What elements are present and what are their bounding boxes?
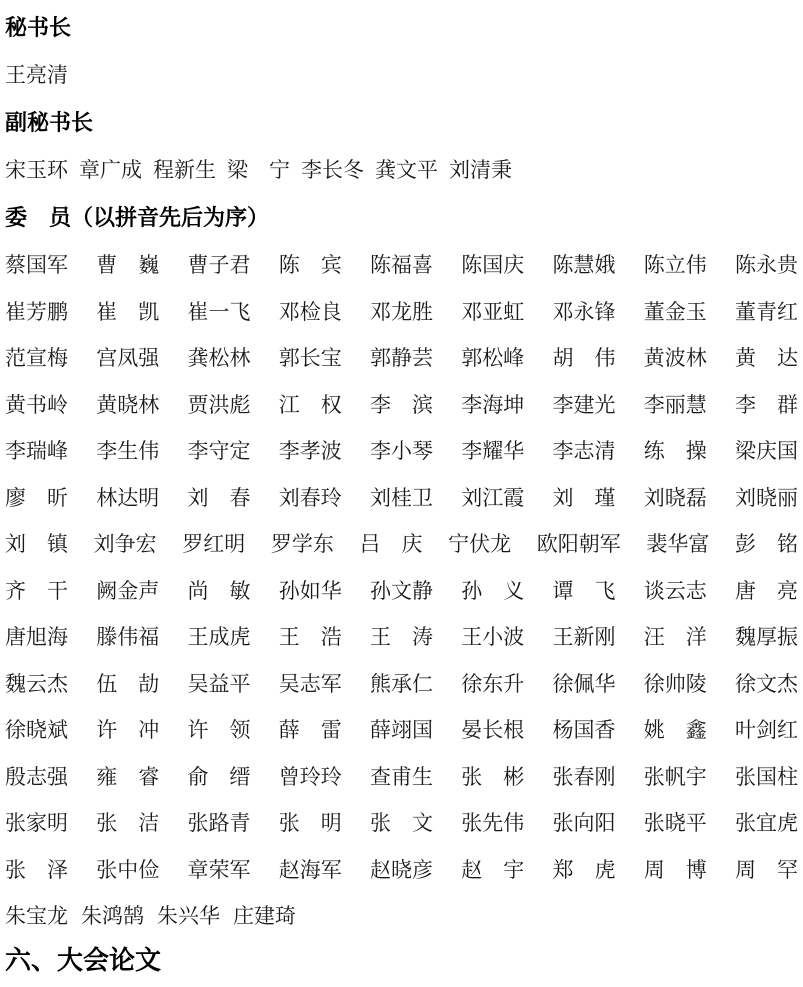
member-name: 汪 洋	[643, 625, 707, 649]
member-name: 宁伏龙	[448, 532, 512, 556]
heading-deputy-secretary-general: 副秘书长	[5, 110, 94, 135]
member-row	[5, 301, 798, 323]
member-name: 廖 昕	[5, 485, 68, 510]
member-name: 梁庆国	[735, 439, 798, 463]
member-name: 黄 达	[735, 346, 798, 370]
member-name: 罗学东	[270, 532, 334, 556]
member-name: 魏云杰	[5, 671, 68, 696]
member-name: 龚松林	[187, 346, 251, 370]
member-name: 王 涛	[370, 625, 433, 649]
member-name: 刘晓丽	[735, 485, 798, 510]
member-name: 伍 劼	[96, 671, 160, 696]
member-name: 刘江霞	[461, 485, 525, 510]
deputy-names-line	[5, 159, 798, 181]
member-name: 刘桂卫	[370, 485, 433, 510]
member-name: 邓永锋	[552, 299, 616, 324]
member-name: 薛 雷	[278, 718, 342, 742]
member-name: 熊承仁	[370, 671, 433, 696]
member-name: 徐文杰	[735, 671, 798, 696]
member-name: 崔 凯	[96, 299, 160, 324]
deputy-name: 程新生	[153, 158, 216, 182]
member-row	[5, 580, 798, 602]
member-name: 邓龙胜	[370, 299, 433, 324]
committee-member-list	[5, 254, 798, 927]
member-row	[5, 626, 798, 648]
member-name: 李小琴	[370, 439, 433, 463]
secretary-name: 王亮清	[5, 63, 68, 87]
deputy-name: 刘清秉	[449, 158, 512, 182]
member-name: 李海坤	[461, 392, 525, 417]
member-name: 徐东升	[461, 671, 525, 696]
member-row	[5, 766, 798, 788]
member-name: 李 滨	[370, 392, 433, 417]
member-row	[5, 533, 798, 555]
member-name: 张春刚	[552, 764, 616, 789]
member-name: 郭静芸	[370, 346, 433, 370]
member-name: 张 泽	[5, 857, 68, 882]
member-name: 张 彬	[461, 764, 525, 789]
member-name: 邓检良	[278, 299, 342, 324]
member-name: 孙如华	[278, 578, 342, 603]
member-name: 练 操	[643, 439, 707, 463]
member-name: 张宜虎	[735, 811, 798, 835]
member-name: 贾洪彪	[187, 392, 251, 417]
member-name: 孙文静	[370, 578, 433, 603]
member-name: 谭 飞	[552, 578, 616, 603]
member-name: 曹子君	[187, 253, 251, 277]
member-name: 周 博	[643, 857, 707, 882]
member-name: 陈立伟	[643, 253, 707, 277]
member-name: 张家明	[5, 811, 68, 835]
member-name: 杨国香	[552, 718, 616, 742]
member-name: 王小波	[461, 625, 525, 649]
member-row	[5, 440, 798, 462]
member-name: 孙 义	[461, 578, 525, 603]
member-row	[5, 812, 798, 834]
member-name: 陈慧娥	[552, 253, 616, 277]
deputy-name: 龚文平	[375, 158, 438, 182]
member-name: 董青红	[735, 299, 798, 324]
member-name: 张中俭	[96, 857, 160, 882]
member-name: 徐晓斌	[5, 718, 68, 742]
member-name: 唐 亮	[735, 578, 798, 603]
member-name: 曹 巍	[96, 253, 160, 277]
member-name: 张先伟	[461, 811, 525, 835]
heading-committee-members: 委 员（以拼音先后为序）	[5, 205, 270, 230]
member-name: 姚 鑫	[643, 718, 707, 742]
member-name: 李建光	[552, 392, 616, 417]
deputy-name: 李长冬	[301, 158, 364, 182]
member-name: 范宣梅	[5, 346, 68, 370]
member-name: 崔一飞	[187, 299, 251, 324]
member-name: 叶剑红	[735, 718, 798, 742]
member-name: 李瑞峰	[5, 439, 68, 463]
member-name: 彭 铭	[735, 532, 798, 556]
member-name: 张向阳	[552, 811, 616, 835]
member-name: 滕伟福	[96, 625, 160, 649]
member-row	[5, 719, 798, 741]
member-name: 张晓平	[643, 811, 707, 835]
member-name: 刘春玲	[278, 485, 342, 510]
member-name: 董金玉	[643, 299, 707, 324]
member-name: 李生伟	[96, 439, 160, 463]
member-name: 章荣军	[187, 857, 251, 882]
member-name: 李耀华	[461, 439, 525, 463]
member-name: 裴华富	[646, 532, 710, 556]
member-name: 朱鸿鹄	[81, 904, 144, 928]
member-name: 赵晓彦	[370, 857, 433, 882]
member-name: 吴志军	[278, 671, 342, 696]
member-name: 王成虎	[187, 625, 251, 649]
member-name: 薛翊国	[370, 718, 433, 742]
member-name: 唐旭海	[5, 625, 68, 649]
member-name: 阙金声	[96, 578, 160, 603]
member-name: 宫凤强	[96, 346, 160, 370]
member-name: 曾玲玲	[278, 764, 342, 789]
member-name: 黄晓林	[96, 392, 160, 417]
member-name: 许 冲	[96, 718, 160, 742]
member-name: 郑 虎	[552, 857, 616, 882]
member-name: 周 罕	[735, 857, 798, 882]
member-name: 王 浩	[278, 625, 342, 649]
member-name: 刘 春	[187, 485, 251, 510]
member-name: 李 群	[735, 392, 798, 417]
member-row	[5, 254, 798, 276]
member-name: 林达明	[96, 485, 160, 510]
member-name: 陈福喜	[370, 253, 433, 277]
member-name: 刘争宏	[93, 532, 157, 556]
member-name: 李孝波	[278, 439, 342, 463]
member-name: 陈国庆	[461, 253, 525, 277]
member-name: 俞 缙	[187, 764, 251, 789]
member-name: 赵 宇	[461, 857, 525, 882]
member-name: 吴益平	[187, 671, 251, 696]
member-row	[5, 487, 798, 509]
member-name: 欧阳朝军	[536, 532, 621, 556]
member-name: 许 领	[187, 718, 251, 742]
member-name: 张 明	[278, 811, 342, 835]
member-name: 郭松峰	[461, 346, 525, 370]
member-name: 黄波林	[643, 346, 707, 370]
member-name: 赵海军	[278, 857, 342, 882]
member-name: 王新刚	[552, 625, 616, 649]
member-name: 刘 瑾	[552, 485, 616, 510]
member-name: 徐佩华	[552, 671, 616, 696]
heading-conference-papers: 六、大会论文	[5, 944, 162, 975]
member-name: 朱宝龙	[5, 904, 68, 928]
member-name: 刘 镇	[5, 532, 68, 556]
member-name: 张 文	[370, 811, 433, 835]
member-name: 张路青	[187, 811, 251, 835]
member-name: 邓亚虹	[461, 299, 525, 324]
member-name: 齐 干	[5, 578, 68, 603]
member-name: 李志清	[552, 439, 616, 463]
member-name: 胡 伟	[552, 346, 616, 370]
member-name: 李丽慧	[643, 392, 707, 417]
member-name: 张国柱	[735, 764, 798, 789]
member-name: 张帆宇	[643, 764, 707, 789]
deputy-name: 宋玉环	[5, 158, 68, 182]
member-row	[5, 394, 798, 416]
member-name: 吕 庆	[359, 532, 423, 556]
member-row	[5, 673, 798, 695]
member-name: 徐帅陵	[643, 671, 707, 696]
member-row	[5, 859, 798, 881]
member-name: 陈 宾	[278, 253, 342, 277]
member-name: 张 洁	[96, 811, 160, 835]
member-name: 李守定	[187, 439, 251, 463]
member-name: 蔡国军	[5, 253, 68, 277]
member-name: 殷志强	[5, 764, 68, 789]
member-row	[5, 905, 798, 927]
member-name: 魏厚振	[735, 625, 798, 649]
member-name: 陈永贵	[735, 253, 798, 277]
member-name: 郭长宝	[278, 346, 342, 370]
deputy-name: 章广成	[79, 158, 142, 182]
member-name: 刘晓磊	[643, 485, 707, 510]
deputy-name: 梁 宁	[227, 158, 290, 182]
member-name: 尚 敏	[187, 578, 251, 603]
member-name: 崔芳鹏	[5, 299, 68, 324]
member-name: 雍 睿	[96, 764, 160, 789]
member-name: 朱兴华	[157, 904, 220, 928]
member-name: 黄书岭	[5, 392, 68, 417]
member-name: 罗红明	[182, 532, 246, 556]
member-name: 查甫生	[370, 764, 433, 789]
heading-secretary-general: 秘书长	[5, 15, 72, 40]
member-row	[5, 347, 798, 369]
member-name: 谈云志	[643, 578, 707, 603]
member-name: 晏长根	[461, 718, 525, 742]
member-name: 江 权	[278, 392, 342, 417]
member-name: 庄建琦	[233, 904, 296, 928]
